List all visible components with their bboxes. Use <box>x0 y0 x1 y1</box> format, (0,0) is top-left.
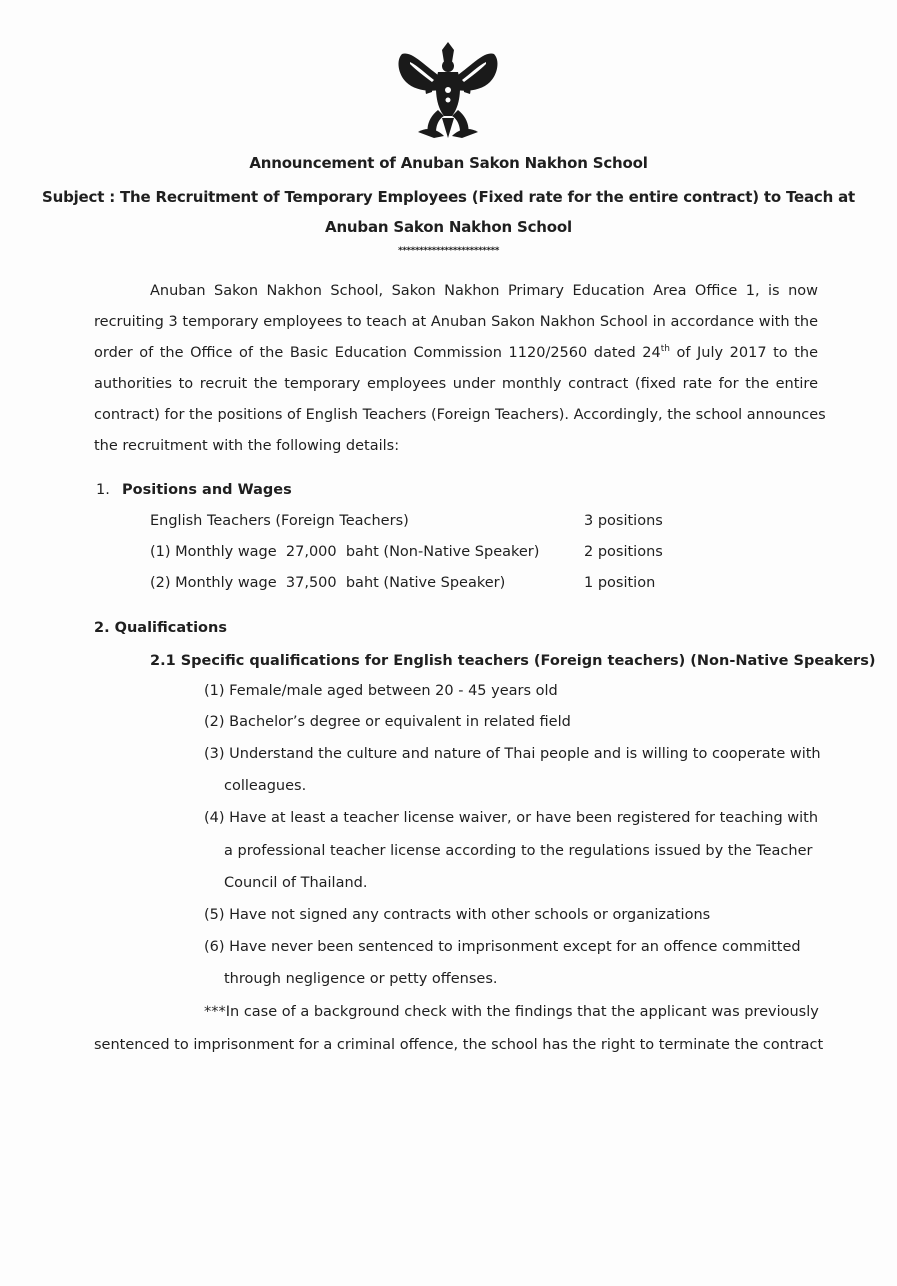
section-1-heading: Positions and Wages <box>122 482 292 498</box>
intro-line <box>94 338 818 369</box>
intro-line: Anuban Sakon Nakhon School, Sakon Nakhon Primary Education Area Office 1, is now <box>150 283 818 299</box>
qualification-item-cont: through negligence or petty offenses. <box>224 971 498 987</box>
qualification-item: (2) Bachelor’s degree or equivalent in related field <box>204 714 571 730</box>
ordinal-superscript: th <box>660 344 670 354</box>
intro-line-text: of July 2017 to the <box>669 345 819 361</box>
qualification-item: (4) Have at least a teacher license waiver, or have been registered for teaching with <box>204 810 819 826</box>
qualification-item-cont: colleagues. <box>224 778 307 794</box>
position-count: 2 positions <box>584 544 663 560</box>
intro-line: the recruitment with the following details: <box>94 438 400 454</box>
wage-row-label: (2) Monthly wage 37,500 baht (Native Speaker) <box>150 575 506 591</box>
subject-line-1: Subject : The Recruitment of Temporary Employees (Fixed rate for the entire contract) to Teach at <box>41 188 856 206</box>
announcement-title: Announcement of Anuban Sakon Nakhon School <box>249 154 648 172</box>
garuda-emblem-icon <box>388 40 508 140</box>
star-divider: ************************ <box>398 246 499 256</box>
position-count: 1 position <box>584 575 656 591</box>
qualification-item-cont: Council of Thailand. <box>224 875 368 891</box>
position-count: 3 positions <box>584 513 663 529</box>
qualification-item: (5) Have not signed any contracts with other schools or organizations <box>204 907 711 923</box>
intro-line: authorities to recruit the temporary employees under monthly contract (fixed rate for the entire <box>94 376 818 392</box>
intro-line-text: order of the Office of the Basic Education Commission 1120/2560 dated 24 <box>94 345 661 361</box>
position-label: English Teachers (Foreign Teachers) <box>150 513 409 529</box>
intro-line: recruiting 3 temporary employees to teach at Anuban Sakon Nakhon School in accordance with the <box>94 314 818 330</box>
subject-line-2: Anuban Sakon Nakhon School <box>325 218 572 236</box>
section-1-number: 1. <box>96 482 110 498</box>
section-2-1-heading: 2.1 Specific qualifications for English teachers (Foreign teachers) (Non-Native Speakers) <box>150 653 876 669</box>
wage-row-label: (1) Monthly wage 27,000 baht (Non-Native Speaker) <box>150 544 540 560</box>
intro-line: contract) for the positions of English Teachers (Foreign Teachers). Accordingly, the school announces <box>94 407 826 423</box>
qualification-item: (3) Understand the culture and nature of Thai people and is willing to cooperate with <box>204 746 821 762</box>
qualification-item: (6) Have never been sentenced to imprisonment except for an offence committed <box>204 939 801 955</box>
section-2-heading: 2. Qualifications <box>94 620 227 636</box>
background-check-note: ***In case of a background check with the findings that the applicant was previously <box>204 1004 819 1020</box>
background-check-note-cont: sentenced to imprisonment for a criminal offence, the school has the right to terminate the contract <box>94 1037 824 1053</box>
qualification-item-cont: a professional teacher license according to the regulations issued by the Teacher <box>224 843 813 859</box>
qualification-item: (1) Female/male aged between 20 - 45 years old <box>204 683 558 699</box>
intro-paragraph <box>94 276 826 462</box>
